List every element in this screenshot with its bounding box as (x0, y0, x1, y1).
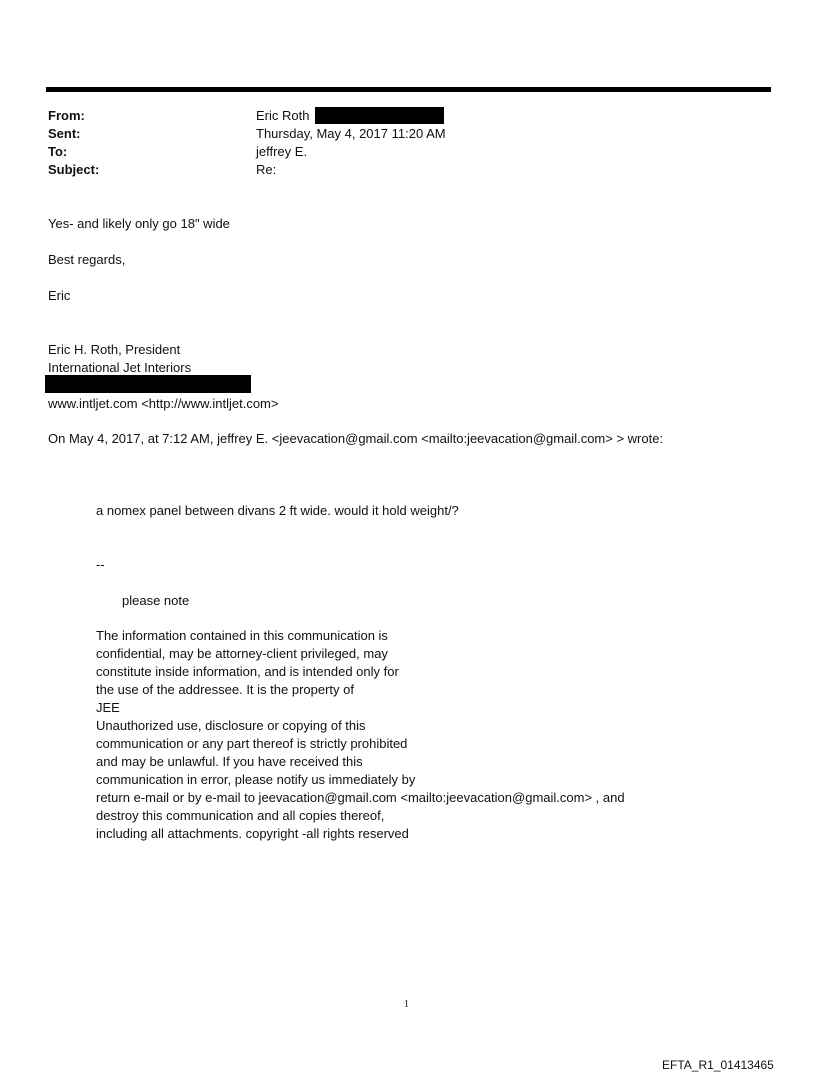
document-id: EFTA_R1_01413465 (662, 1058, 774, 1072)
page-number: 1 (404, 999, 409, 1010)
subject-value: Re: (256, 162, 277, 177)
quoted-message: a nomex panel between divans 2 ft wide. would it hold weight/? (96, 503, 459, 518)
body-line: Yes- and likely only go 18" wide (48, 216, 230, 231)
disclaimer-line: and may be unlawful. If you have received this (96, 754, 363, 769)
signature-name: Eric H. Roth, President (48, 342, 181, 357)
disclaimer-line: communication or any part thereof is strictly prohibited (96, 736, 408, 751)
sent-label: Sent: (48, 126, 81, 141)
signature-company: International Jet Interiors (48, 360, 192, 375)
disclaimer-line: return e-mail or by e-mail to jeevacation@gmail.com <mailto:jeevacation@gmail.com> , and (96, 790, 625, 805)
disclaimer-line: including all attachments. copyright -all rights reserved (96, 826, 409, 841)
disclaimer-line: communication in error, please notify us immediately by (96, 772, 416, 787)
to-label: To: (48, 144, 68, 159)
redaction-box (45, 375, 251, 393)
disclaimer-line: constitute inside information, and is intended only for (96, 664, 399, 679)
disclaimer-line: the use of the addressee. It is the property of (96, 682, 354, 697)
redaction-box (315, 107, 444, 124)
disclaimer-line: The information contained in this communication is (96, 628, 388, 643)
disclaimer-line: JEE (96, 700, 120, 715)
signature-separator: -- (96, 557, 105, 572)
to-value: jeffrey E. (256, 144, 308, 159)
disclaimer-line: Unauthorized use, disclosure or copying of this (96, 718, 366, 733)
body-line: Best regards, (48, 252, 126, 267)
header-rule (46, 87, 771, 92)
sent-value: Thursday, May 4, 2017 11:20 AM (256, 126, 446, 141)
disclaimer-line: confidential, may be attorney-client privileged, may (96, 646, 388, 661)
signature-website[interactable]: www.intljet.com <http://www.intljet.com> (48, 396, 279, 411)
from-value: Eric Roth (256, 108, 310, 123)
disclaimer-line: destroy this communication and all copies thereof, (96, 808, 385, 823)
from-label: From: (48, 108, 85, 123)
body-line: Eric (48, 288, 71, 303)
subject-label: Subject: (48, 162, 100, 177)
quote-intro: On May 4, 2017, at 7:12 AM, jeffrey E. <jeevacation@gmail.com <mailto:jeevacation@gmail.com> > wrote: (48, 431, 664, 446)
please-note: please note (122, 593, 190, 608)
